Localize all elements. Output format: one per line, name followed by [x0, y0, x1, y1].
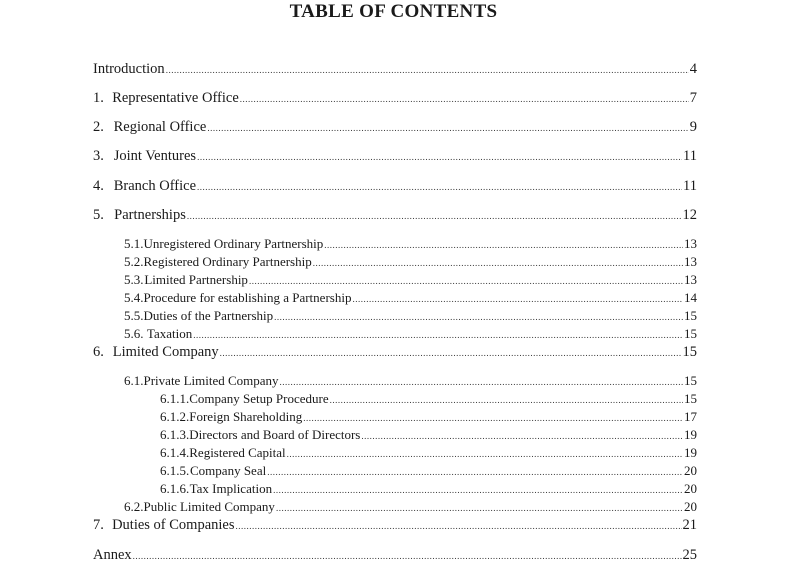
toc-entry-label: Joint Ventures	[113, 148, 197, 164]
toc-entry-page: 21	[682, 517, 697, 533]
toc-entry-number: 3.	[93, 148, 104, 164]
toc-entry-label: Public Limited Company	[143, 499, 275, 514]
toc-entry-label: Registered Capital	[189, 445, 286, 460]
toc-entry-number: 5.2.	[124, 254, 144, 269]
toc-entry[interactable]	[93, 517, 697, 534]
toc-entry-page: 25	[682, 547, 697, 563]
toc-entry-label: Private Limited Company	[143, 373, 279, 388]
toc-entry-page: 20	[684, 499, 697, 514]
toc-entry[interactable]	[93, 90, 697, 107]
toc-entry-page: 11	[683, 148, 697, 164]
toc-entry-label: Taxation	[146, 326, 193, 341]
toc-entry-page: 15	[684, 391, 697, 406]
toc-entry[interactable]	[124, 236, 697, 252]
toc-entry[interactable]	[124, 373, 697, 389]
dot-leader	[133, 551, 682, 561]
toc-entry-label: Duties of the Partnership	[143, 308, 274, 323]
toc-entry[interactable]	[124, 254, 697, 270]
dot-leader	[313, 258, 683, 268]
toc-entry-label: Duties of Companies	[112, 517, 235, 533]
dot-leader	[287, 449, 683, 459]
toc-entry-number: 5.3.	[124, 272, 144, 287]
toc-entry[interactable]	[160, 481, 697, 497]
toc-entry-label: Annex	[93, 547, 132, 563]
toc-entry[interactable]	[160, 445, 697, 461]
toc-entry-page: 19	[684, 445, 697, 460]
dot-leader	[197, 152, 682, 162]
toc-entry-page: 4	[689, 61, 697, 77]
toc-entry-page: 13	[684, 254, 697, 269]
toc-entry[interactable]	[160, 391, 697, 407]
toc-entry-label: Limited Partnership	[144, 272, 248, 287]
toc-entry-number: 6.1.1.	[160, 391, 190, 406]
toc-entry-number: 1.	[93, 90, 104, 106]
toc-entry[interactable]	[93, 547, 697, 564]
toc-entry[interactable]	[160, 463, 697, 479]
toc-entry-number: 5.6.	[124, 326, 144, 341]
toc-entry-number: 6.1.5.	[160, 463, 190, 478]
dot-leader	[207, 123, 688, 133]
toc-entry-label: Tax Implication	[189, 481, 273, 496]
toc-entry-label: Registered Ordinary Partnership	[143, 254, 312, 269]
toc-entry[interactable]	[124, 499, 697, 515]
toc-entry-page: 11	[683, 178, 697, 194]
toc-entry-page: 7	[689, 90, 697, 106]
toc-entry[interactable]	[124, 272, 697, 288]
toc-entry-page: 15	[682, 344, 697, 360]
toc-entry-label: Representative Office	[112, 90, 239, 106]
dot-leader	[220, 348, 682, 358]
toc-entry-number: 5.4.	[124, 290, 144, 305]
toc-entry-number: 7.	[93, 517, 104, 533]
toc-entry-page: 20	[684, 481, 697, 496]
toc-entry-page: 12	[682, 207, 697, 223]
toc-entry-page: 15	[684, 308, 697, 323]
toc-entry-label: Foreign Shareholding	[189, 409, 303, 424]
dot-leader	[193, 330, 683, 340]
toc-entry[interactable]	[124, 290, 697, 306]
dot-leader	[324, 240, 683, 250]
dot-leader	[303, 413, 683, 423]
toc-entry-page: 14	[684, 290, 697, 305]
dot-leader	[197, 182, 682, 192]
toc-entry[interactable]	[93, 344, 697, 361]
dot-leader	[236, 521, 682, 531]
toc-entry-page: 15	[684, 326, 697, 341]
toc-entry-page: 20	[684, 463, 697, 478]
toc-entry[interactable]	[93, 207, 697, 224]
dot-leader	[274, 312, 683, 322]
page-title: TABLE OF CONTENTS	[289, 1, 498, 22]
toc-entry-label: Introduction	[93, 61, 165, 77]
toc-entry[interactable]	[160, 409, 697, 425]
toc-entry-number: 6.2.	[124, 499, 144, 514]
toc-entry[interactable]	[93, 148, 697, 165]
dot-leader	[352, 294, 683, 304]
toc-entry[interactable]	[93, 178, 697, 195]
dot-leader	[330, 395, 683, 405]
toc-entry-number: 6.1.4.	[160, 445, 190, 460]
toc-entry-page: 13	[684, 236, 697, 251]
toc-entry-number: 6.1.	[124, 373, 144, 388]
toc-entry-label: Unregistered Ordinary Partnership	[143, 236, 324, 251]
toc-entry-number: 6.1.6.	[160, 481, 190, 496]
dot-leader	[276, 503, 683, 513]
toc-entry-number: 5.5.	[124, 308, 144, 323]
toc-entry-label: Directors and Board of Directors	[189, 427, 361, 442]
dot-leader	[187, 211, 682, 221]
toc-entry-number: 5.	[93, 207, 104, 223]
dot-leader	[361, 431, 683, 441]
toc-entry[interactable]	[124, 308, 697, 324]
dot-leader	[273, 485, 683, 495]
dot-leader	[240, 94, 689, 104]
toc-entry-label: Branch Office	[113, 178, 197, 194]
toc-entry-number: 4.	[93, 178, 104, 194]
dot-leader	[249, 276, 683, 286]
toc-entry-page: 9	[689, 119, 697, 135]
toc-entry[interactable]	[93, 61, 697, 78]
toc-entry-label: Limited Company	[112, 344, 219, 360]
toc-entry-page: 19	[684, 427, 697, 442]
toc-entry-number: 2.	[93, 119, 104, 135]
toc-entry-number: 6.1.3.	[160, 427, 190, 442]
toc-entry[interactable]	[124, 326, 697, 342]
toc-entry-label: Procedure for establishing a Partnership	[143, 290, 352, 305]
dot-leader	[166, 65, 689, 75]
toc-entry-number: 6.1.2.	[160, 409, 190, 424]
toc-entry-page: 13	[684, 272, 697, 287]
toc-entry-label: Company Seal	[190, 463, 267, 478]
dot-leader	[267, 467, 683, 477]
toc-entry-label: Company Setup Procedure	[189, 391, 329, 406]
toc-entry-number: 5.1.	[124, 236, 144, 251]
toc-entry-page: 17	[684, 409, 697, 424]
toc-entry-number: 6.	[93, 344, 104, 360]
toc-entry[interactable]	[93, 119, 697, 136]
dot-leader	[280, 377, 683, 387]
toc-entry[interactable]	[160, 427, 697, 443]
toc-entry-label: Partnerships	[114, 207, 186, 223]
toc-entry-label: Regional Office	[113, 119, 207, 135]
toc-entry-page: 15	[684, 373, 697, 388]
